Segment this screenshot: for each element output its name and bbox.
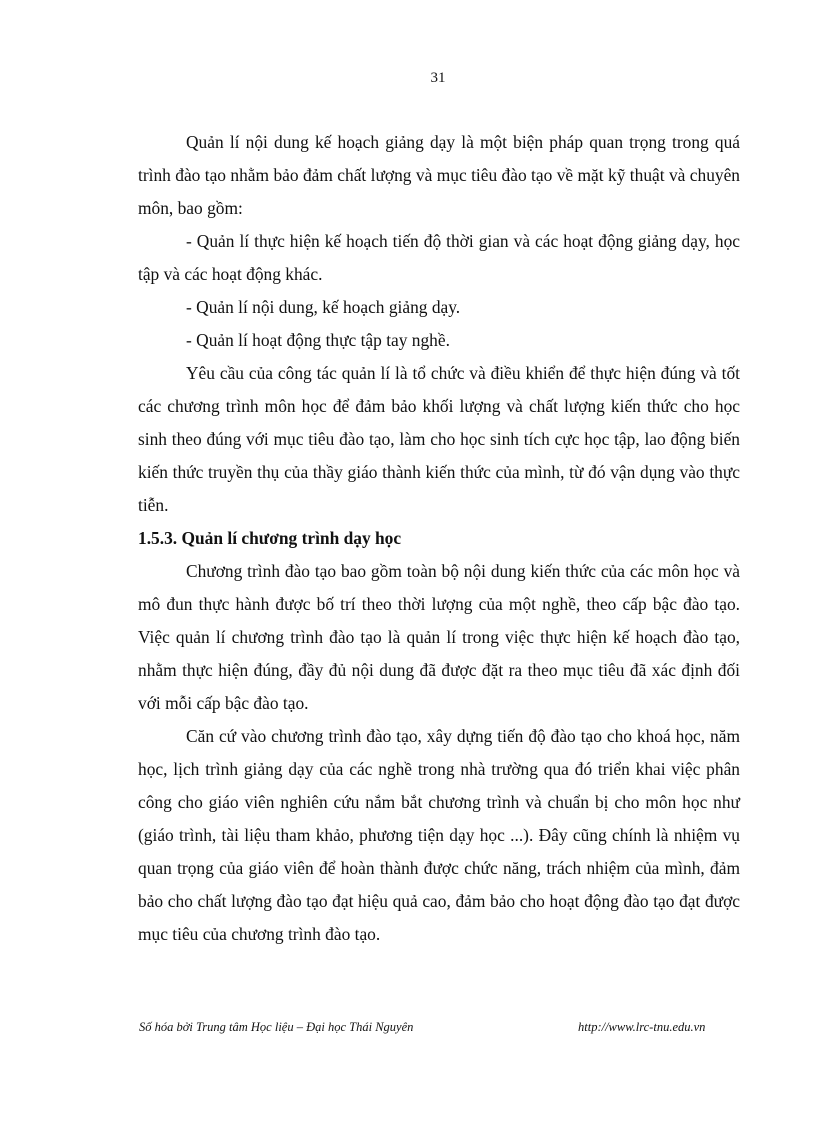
paragraph-implementation: Căn cứ vào chương trình đào tạo, xây dựng tiến độ đào tạo cho khoá học, năm học, lịch trình giảng dạy của các nghề trong nhà trường qua đó triển khai việc phân công cho giáo viên nghiên cứu nắm bắt chương trình và chuẩn bị cho môn học như (giáo trình, tài liệu tham khảo, phương tiện dạy học ...). Đây cũng chính là nhiệm vụ quan trọng của giáo viên để hoàn thành được chức năng, trách nhiệm của mình, đảm bảo cho chất lượng đào tạo đạt hiệu quả cao, đảm bảo cho hoạt động đào tạo đạt được mục tiêu của chương trình đào tạo. bbox=[138, 726, 740, 944]
paragraph-requirements: Yêu cầu của công tác quản lí là tổ chức và điều khiển để thực hiện đúng và tốt các chương trình môn học để đảm bảo khối lượng và chất lượng kiến thức cho học sinh theo đúng với mục tiêu đào tạo, làm cho học sinh tích cực học tập, lao động biến kiến thức truyền thụ của thầy giáo thành kiến thức của mình, từ đó vận dụng vào thực tiễn. bbox=[138, 363, 740, 515]
footer-url: http://www.lrc-tnu.edu.vn bbox=[578, 1020, 706, 1034]
list-item-practice: - Quản lí hoạt động thực tập tay nghề. bbox=[186, 330, 450, 350]
document-body bbox=[138, 126, 740, 951]
page-number: 31 bbox=[430, 70, 446, 86]
list-item-content: - Quản lí nội dung, kế hoạch giảng dạy. bbox=[186, 297, 461, 317]
paragraph-curriculum: Chương trình đào tạo bao gồm toàn bộ nội dung kiến thức của các môn học và mô đun thực hành được bố trí theo thời lượng của một nghề, theo cấp bậc đào tạo. Việc quản lí chương trình đào tạo là quản lí trong việc thực hiện kế hoạch đào tạo, nhằm thực hiện đúng, đầy đủ nội dung đã được đặt ra theo mục tiêu đã xác định đối với mỗi cấp bậc đào tạo. bbox=[138, 561, 740, 713]
list-item-schedule: - Quản lí thực hiện kế hoạch tiến độ thời gian và các hoạt động giảng dạy, học tập và các hoạt động khác. bbox=[138, 231, 740, 284]
paragraph-intro: Quản lí nội dung kế hoạch giảng dạy là một biện pháp quan trọng trong quá trình đào tạo nhằm bảo đảm chất lượng và mục tiêu đào tạo về mặt kỹ thuật và chuyên môn, bao gồm: bbox=[138, 132, 740, 218]
section-heading: 1.5.3. Quản lí chương trình dạy học bbox=[138, 528, 402, 548]
footer-source: Số hóa bởi Trung tâm Học liệu – Đại học Thái Nguyên bbox=[139, 1020, 414, 1034]
